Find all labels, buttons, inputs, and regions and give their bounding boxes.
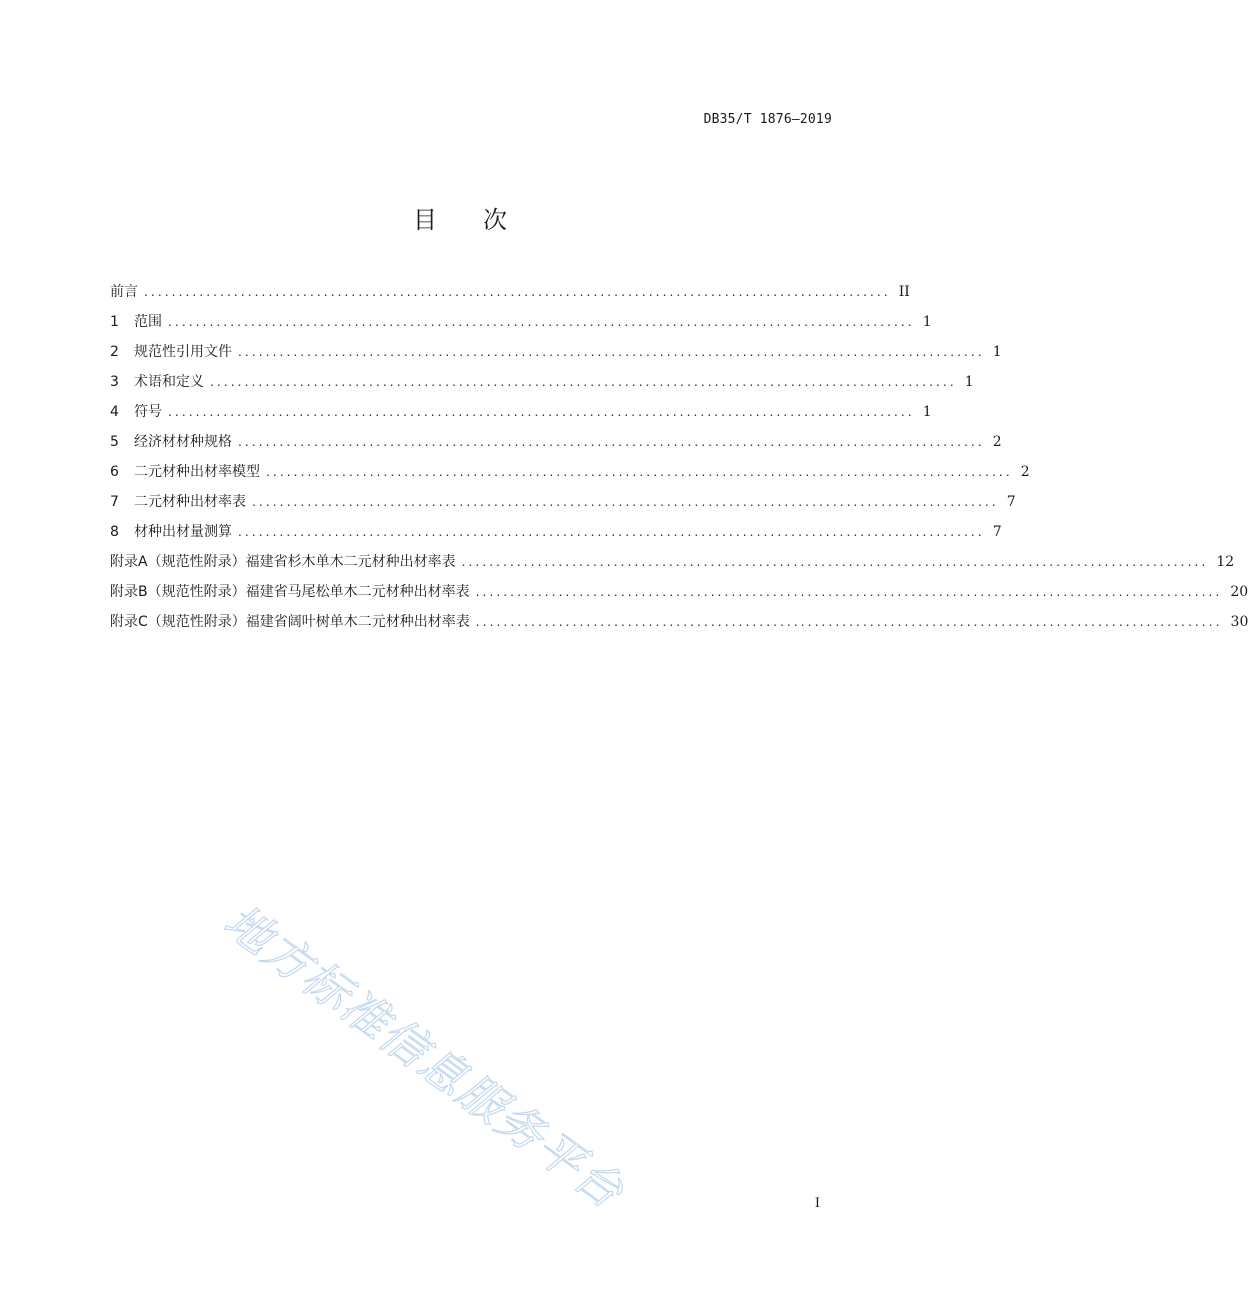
toc-entry-number: 1 [110,314,119,330]
toc-entry-title: 福建省阔叶树单木二元材种出材率表 [245,614,470,630]
toc-entry-page: 2 [1020,464,1030,480]
toc-leader-dots: ............................................................................................................ [238,435,985,449]
toc-entry-title: 福建省杉木单木二元材种出材率表 [245,554,456,570]
toc-entry-number: 4 [110,404,119,420]
toc-entry-title: 术语和定义 [134,374,204,390]
toc-entry-title: 福建省马尾松单木二元材种出材率表 [245,584,470,600]
toc-appendix-label: 附录A（规范性附录） [110,554,246,570]
toc-entry-number: 6 [110,464,119,480]
toc-leader-dots: ............................................................................................................ [475,615,1223,629]
toc-entry-title: 经济材材种规格 [134,434,232,450]
toc-entry-page: 2 [992,434,1002,450]
toc-leader-dots: ............................................................................................................ [266,465,1013,479]
toc-entry-2[interactable] [110,337,1002,367]
page-title [0,200,920,235]
toc-entry-appendix-c[interactable] [110,607,1248,637]
toc-entry-title: 材种出材量测算 [134,524,232,540]
toc-appendix-label: 附录C（规范性附录） [110,614,246,630]
table-of-contents [110,277,1248,637]
title-char-1: 目 [413,206,437,234]
toc-entry-number: 5 [110,434,119,450]
toc-leader-dots: ............................................................................................................ [238,345,985,359]
toc-entry-title: 规范性引用文件 [134,344,232,360]
toc-entry-number: 7 [110,494,119,510]
toc-leader-dots: ............................................................................................................ [168,405,915,419]
toc-entry-4[interactable] [110,397,932,427]
toc-entry-title: 前言 [110,284,138,300]
toc-leader-dots: ............................................................................................................ [238,525,985,539]
watermark-text: 地方标准信息服务平台 [214,893,635,1220]
toc-entry-title: 符号 [134,404,162,420]
toc-entry-page: 12 [1216,554,1235,570]
toc-entry-foreword[interactable] [110,277,910,307]
toc-appendix-label: 附录B（规范性附录） [110,584,246,600]
toc-entry-title: 二元材种出材率表 [134,494,246,510]
toc-entry-page: 1 [964,374,974,390]
toc-entry-number: 2 [110,344,119,360]
toc-entry-number: 8 [110,524,119,540]
toc-leader-dots: ............................................................................................................ [252,495,999,509]
page-number: I [814,1196,820,1211]
toc-entry-number: 3 [110,374,119,390]
document-code: DB35/T 1876—2019 [703,112,832,127]
toc-entry-page: 1 [992,344,1002,360]
toc-entry-page: II [898,284,910,300]
toc-entry-6[interactable] [110,457,1030,487]
toc-entry-title: 范围 [134,314,162,330]
toc-entry-5[interactable] [110,427,1002,457]
toc-entry-8[interactable] [110,517,1002,547]
toc-entry-appendix-a[interactable] [110,547,1235,577]
toc-leader-dots: ............................................................................................................ [475,585,1223,599]
toc-leader-dots: ............................................................................................................ [461,555,1209,569]
toc-entry-title: 二元材种出材率模型 [134,464,260,480]
toc-entry-page: 20 [1230,584,1248,600]
toc-entry-1[interactable] [110,307,932,337]
toc-entry-3[interactable] [110,367,974,397]
toc-entry-page: 7 [1006,494,1016,510]
toc-leader-dots: ............................................................................................................ [144,285,891,299]
toc-entry-page: 7 [992,524,1002,540]
toc-leader-dots: ............................................................................................................ [168,315,915,329]
toc-leader-dots: ............................................................................................................ [210,375,957,389]
title-char-2: 次 [483,206,507,234]
toc-entry-7[interactable] [110,487,1016,517]
toc-entry-page: 1 [922,314,932,330]
toc-entry-appendix-b[interactable] [110,577,1248,607]
toc-entry-page: 30 [1230,614,1248,630]
toc-entry-page: 1 [922,404,932,420]
